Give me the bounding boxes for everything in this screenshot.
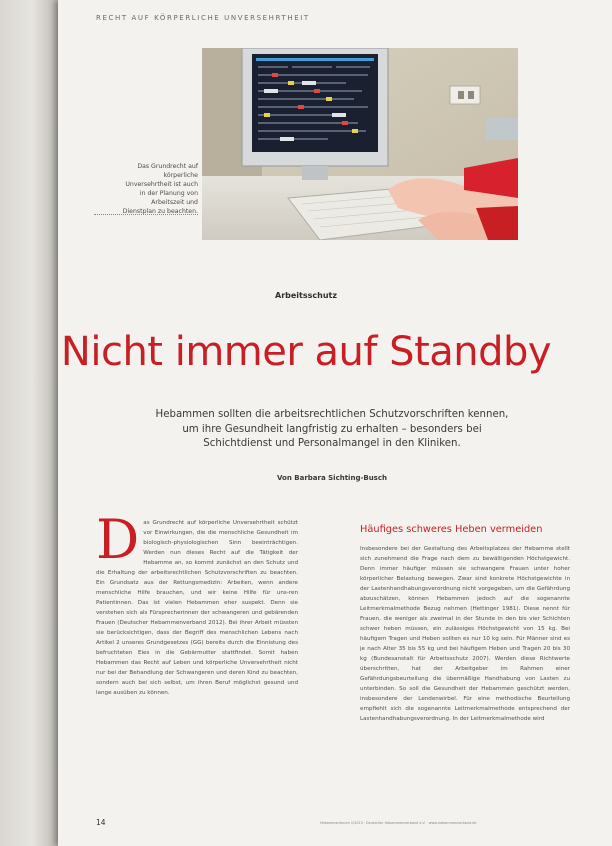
body-text-right: Insbesondere bei der Gestaltung des Arbeitsplatzes der Hebamme stellt sich zunehmend die Frage nach dem zu bewältigenden Höchstgewicht. Denn immer häufiger müssen sie schwangere Frauen unter hoher körperlicher Belastung bewegen. Zwar sind konkrete Höchstgewichte in der Lastenhandhabungsverordnung nicht vorgegeben, um die Gefährdung abzuschätzen, können Hebammen jedoch auf die sogenannte Leitmerkmalmethode Bezug nehmen (Hettinger 1981). Diese nennt für Frauen, die weniger als zweimal in der Stunde in den bis vier Schichten schwer heben müssen, ein zulässiges Höchstgewicht von 15 kg. Bei häufigem Tragen und Heben sollten es nur 10 kg sein. Für Männer sind es je nach Alter 35 bis 55 kg und bei häufigem Heben und Tragen 20 bis 30 kg (Bundesanstalt für Arbeitsschutz 2007). Werden diese Richtwerte überschritten, hat der Arbeitgeber im Rahmen einer Gefährdungsbeurteilung die übermäßige Handhabung von Lasten zu unterbinden. So soll die Gesundheit der Hebammen geschützt werden, insbesondere der Lendenwirbel. Für eine methodische Beurteilung empfiehlt sich die sogenannte Leitmerkmalmethode entsprechend der Lastenhandhabungsverordnung. In der Leitmerkmalmethode wird (360, 546, 570, 722)
body-column-right (360, 544, 570, 724)
body-column-left (96, 508, 298, 698)
section-subhead: Häufiges schweres Heben vermeiden (360, 524, 543, 535)
photo-caption: Das Grundrecht auf körperliche Unversehrtheit ist auch in der Planung von Arbeitszeit und Dienstplan zu beachten. (122, 163, 198, 215)
article-headline: Nicht immer auf Standby (60, 329, 552, 375)
body-text-left: as Grundrecht auf körperliche Unversehrtheit schützt vor Einwirkungen, die die menschliche Gesundheit im biologisch-physiologischen Sinn beeinträchtigen. Werden nun dieses Recht auf die Tätigkeit der Hebamme an, so kommt zunächst an den Schutz und die Erhaltung der arbeitsrechtlichen Schutzvorschriften zu beachten. Ein Grundsatz aus der Rettungsmedizin: Arbeiten, wenn andere menschliche Hilfe brauchen, und wir keine Hilfe für uns-ren Patientinnen. Das ist vielen Hebammen eher suspekt. Denn sie verstehen sich als Fürsprecherinnen der schwangeren und gebärenden Frauen (Deutscher Hebammenverband 2012). Bei ihrer Arbeit müssten sie berücksichtigen, dass der Begriff des menschlichen Lebens nach Artikel 2 unseres Grundgesetzes (GG) bereits durch die Einnistung des befruchteten Eies in die Gebärmutter stattfindet. Somit haben Hebammen das Recht auf Leben und körperliche Unversehrtheit nicht nur bei der Behandlung der Schwangeren und deren Kind zu beachten, sondern auch bei sich selbst, um ihren Beruf möglichst gesund und lange ausüben zu können. (96, 520, 298, 696)
drop-cap: D (96, 508, 140, 571)
book-spine (0, 0, 58, 846)
caption-divider (94, 214, 198, 215)
page-number: 14 (96, 818, 106, 827)
article-lead: Hebammen sollten die arbeitsrechtlichen Schutzvorschriften kennen, um ihre Gesundheit langfristig zu erhalten – besonders bei Schichtdienst und Personalmangel in den Kliniken. (155, 409, 509, 449)
article-byline: Von Barbara Sichting-Busch (277, 474, 387, 482)
article-kicker: Arbeitsschutz (275, 291, 337, 300)
footer-imprint: Hebammenforum 1/2013 · Deutscher Hebammenverband e.V. · www.hebammenverband.de (320, 821, 477, 825)
photo-illustration (202, 48, 518, 240)
article-photo (202, 48, 518, 240)
section-header: RECHT AUF KÖRPERLICHE UNVERSEHRTHEIT (96, 14, 310, 22)
